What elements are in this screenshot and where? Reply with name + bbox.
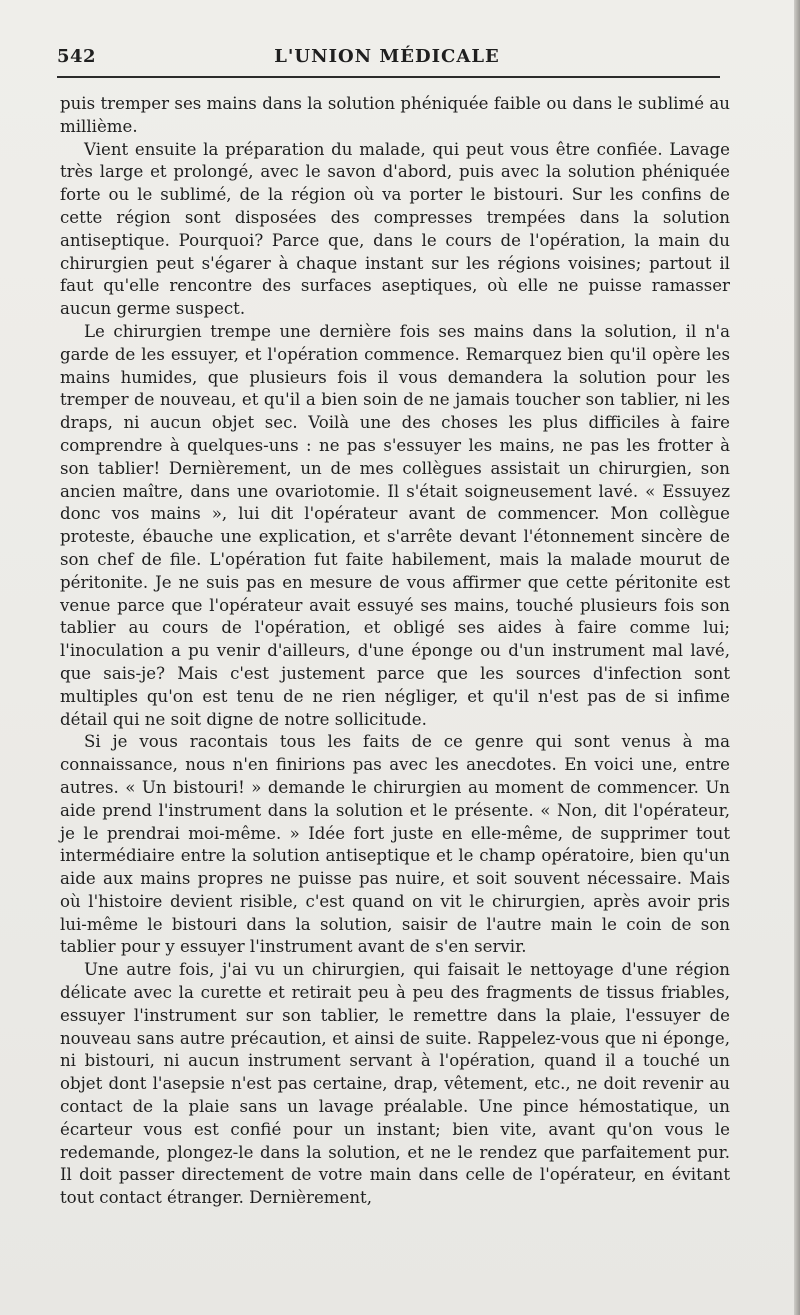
page-header [57, 40, 717, 70]
header-rule [57, 76, 720, 78]
page-edge-shadow [794, 0, 800, 1315]
paragraph-preparation: Vient ensuite la préparation du malade, qui peut vous être confiée. Lavage très large et prolongé, avec le savon d'abord, puis avec la solution phéniquée forte ou le sublimé, de la région où va porter le bistouri. Sur les confins de cette région sont disposées des compresses trempées dans la solution antiseptique. Pourquoi? Parce que, dans le cours de l'opération, la main du chirurgien peut s'égarer à chaque instant sur les régions voisines; partout il faut qu'elle rencontre des surfaces aseptiques, où elle ne puisse ramasser aucun germe suspect. [60, 139, 730, 319]
paragraph-hands: Le chirurgien trempe une dernière fois ses mains dans la solution, il n'a garde de les essuyer, et l'opération commence. Remarquez bien qu'il opère les mains humides, que plusieurs fois il vous demandera la solution pour les tremper de nouveau, et qu'il a bien soin de ne jamais toucher son tablier, ni les draps, ni aucun objet sec. Voilà une des choses les plus difficiles à faire comprendre à quelques-uns : ne pas s'essuyer les mains, ne pas les frotter à son tablier! Dernièrement, un de mes collègues assistait un chirurgien, son ancien maître, dans une ovariotomie. Il s'était soigneusement lavé. « Essuyez donc vos mains », lui dit l'opérateur avant de commencer. Mon collègue proteste, ébauche une explication, et s'arrête devant l'étonnement sincère de son chef de file. L'opération fut faite habilement, mais la malade mourut de péritonite. Je ne suis pas en mesure de vous affirmer que cette péritonite est venue parce que l'opérateur avait essuyé ses mains, touché plusieurs fois son tablier au cours de l'opération, et obligé ses aides à faire comme lui; l'inoculation a pu venir d'ailleurs, d'une éponge ou d'un instrument mal lavé, que sais-je? Mais c'est justement parce que les sources d'infection sont multiples qu'on est tenu de ne rien négliger, et qu'il n'est pas de si infime détail qui ne soit digne de notre sollicitude. [60, 321, 730, 729]
paragraph-curette: Une autre fois, j'ai vu un chirurgien, qui faisait le nettoyage d'une région délicate avec la curette et retirait peu à peu des fragments de tissus friables, essuyer l'instrument sur son tablier, le remettre dans la plaie, l'essuyer de nouveau sans autre précaution, et ainsi de suite. Rappelez-vous que ni éponge, ni bistouri, ni aucun instrument servant à l'opération, quand il a touché un objet dont l'asepsie n'est pas certaine, drap, vêtement, etc., ne doit revenir au contact de la plaie sans un lavage préalable. Une pince hémostatique, un écarteur vous est confié pour un instant; bien vite, avant qu'on vous le redemande, plongez-le dans la solution, et ne le rendez que parfaitement pur. Il doit passer directement de votre main dans celle de l'opérateur, en évitant tout contact étranger. Dernièrement, [60, 960, 730, 1208]
body-text [60, 93, 730, 1210]
page-number: 542 [57, 46, 97, 67]
paragraph-continuation: puis tremper ses mains dans la solution phéniquée faible ou dans le sublimé au millième. [60, 94, 730, 136]
paragraph-anecdotes: Si je vous racontais tous les faits de ce genre qui sont venus à ma connaissance, nous n'en finirions pas avec les anecdotes. En voici une, entre autres. « Un bistouri! » demande le chirurgien au moment de commencer. Un aide prend l'instrument dans la solution et le présente. « Non, dit l'opérateur, je le prendrai moi-même. » Idée fort juste en elle-même, de supprimer tout intermédiaire entre la solution antiseptique et le champ opératoire, bien qu'un aide aux mains propres ne puisse pas nuire, et soit souvent nécessaire. Mais où l'histoire devient risible, c'est quand on vit le chirurgien, après avoir pris lui-même le bistouri dans la solution, saisir de l'autre main le coin de son tablier pour y essuyer l'instrument avant de s'en servir. [60, 732, 730, 957]
running-title: L'UNION MÉDICALE [274, 46, 500, 67]
